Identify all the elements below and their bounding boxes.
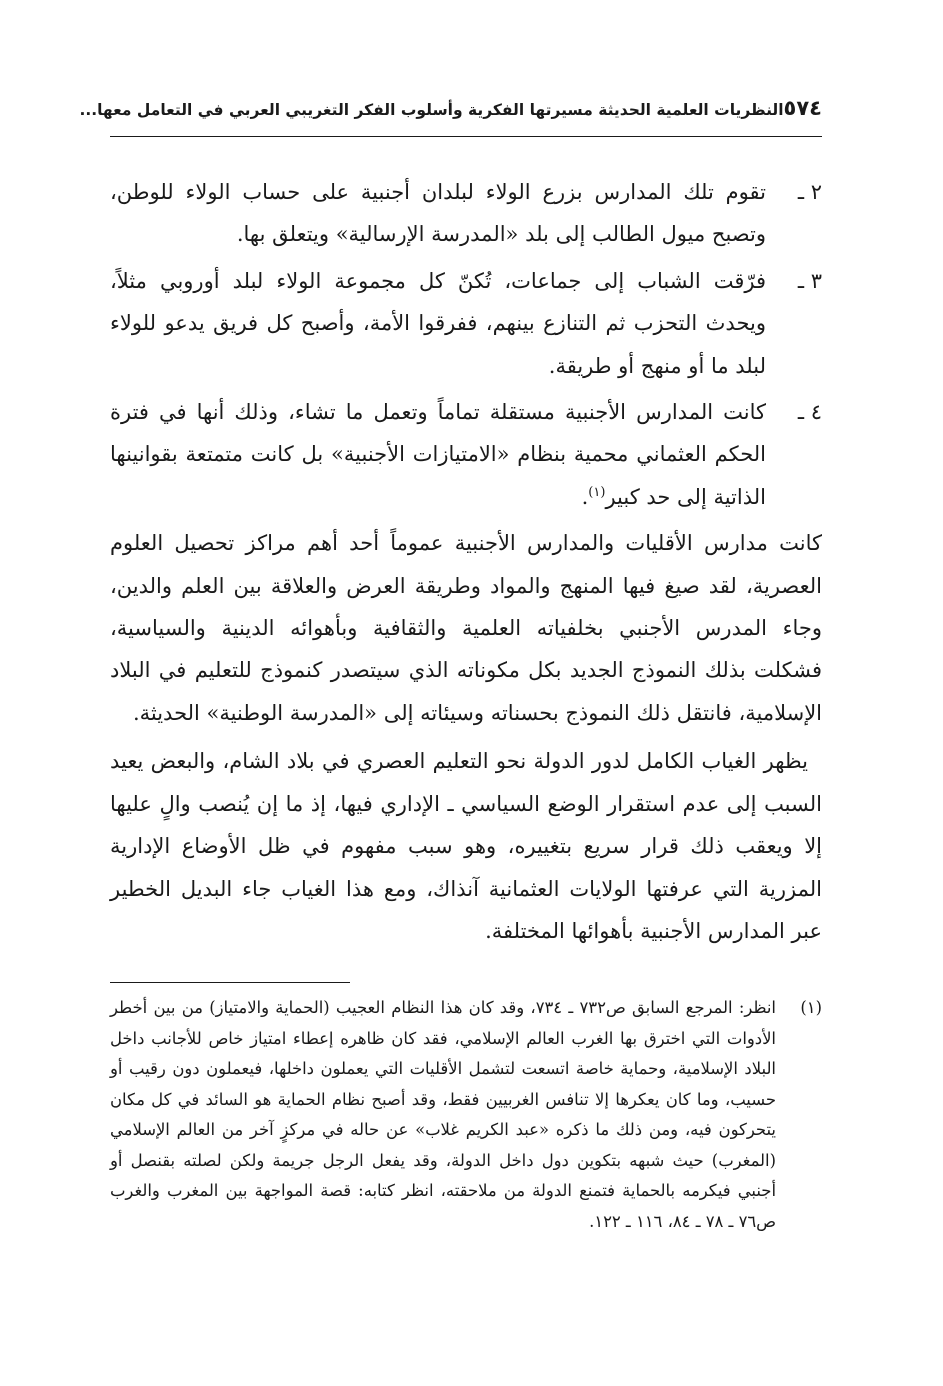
list-item-text-container — [110, 391, 766, 518]
list-item-text: كانت المدارس الأجنبية مستقلة تماماً وتعمل ما تشاء، وذلك أنها في فترة الحكم العثماني محمية بنظام «الامتيازات الأجنبية» بل كانت متمتعة بقوانينها الذاتية إلى حد كبير — [110, 400, 766, 509]
list-item-4 — [110, 391, 822, 518]
footnote — [110, 993, 822, 1237]
list-item-ending: . — [581, 484, 589, 509]
list-item-3 — [110, 260, 822, 387]
footnote-text: انظر: المرجع السابق ص٧٣٢ ـ ٧٣٤، وقد كان هذا النظام العجيب (الحماية والامتياز) من بين أخطر الأدوات التي اخترق بها الغرب العالم الإسلامي، فقد كان ظاهره إعطاء امتياز خاص للأجانب داخل البلاد الإسلامية، وحماية خاصة اتسعت لتشمل الأقليات التي يعملون داخلها، فيعملون دون رقيب أو حسيب، وما كان يعكرها إلا تنافس الغربيين فقط، وقد أصبح نظام الحماية هو السائد في كل مكان يتحركون فيه، ومن ذلك ما ذكره «عبد الكريم غلاب» عن حاله في مركزٍ آخر من العالم الإسلامي (المغرب) حيث شبهه بتكوين دول داخل الدولة، وقد يفعل الرجل جريمة ولكن لصلته بقنصل أو أجنبي فيكرمه بالحماية فتمنع الدولة من ملاحقته، انظر كتابه: قصة المواجهة بين المغرب والغرب ص٧٦ ـ ٧٨ ـ ٨٤، ١١٦ ـ ١٢٢. — [110, 998, 776, 1231]
footnote-divider — [110, 982, 350, 983]
page-number: ٥٧٤ — [783, 96, 822, 120]
footnotes — [110, 993, 822, 1237]
paragraph: كانت مدارس الأقليات والمدارس الأجنبية عموماً أحد أهم مراكز تحصيل العلوم العصرية، لقد صيغ فيها المنهج والمواد وطريقة العرض والعلاقة بين العلم والدين، وجاء المدرس الأجنبي بخلفياته العلمية والثقافية وبأهوائه الدينية والسياسية، فشكلت بذلك النموذج الجديد بكل مكوناته الذي سيتصدر كنموذج للتعليم في البلاد الإسلامية، فانتقل ذلك النموذج بحسناته وسيئاته إلى «المدرسة الوطنية» الحديثة. — [110, 531, 822, 725]
book-page — [79, 96, 822, 1237]
running-title: النظريات العلمية الحديثة مسيرتها الفكرية وأسلوب الفكر التغريبي العربي في التعامل معها... — [79, 101, 784, 119]
footnote-number: (١) — [800, 998, 822, 1018]
paragraph: يظهر الغياب الكامل لدور الدولة نحو التعليم العصري في بلاد الشام، والبعض يعيد السبب إلى عدم استقرار الوضع السياسي ـ الإداري فيها، إذ ما إن يُنصب والٍ عليها إلا ويعقب ذلك قرار سريع بتغييره، وهو سبب مفهوم في ظل الأوضاع الإدارية المزرية التي عرفتها الولايات العثمانية آنذاك، ومع هذا الغياب جاء البديل الخطير عبر المدارس الأجنبية بأهوائها المختلفة. — [110, 749, 822, 943]
body-text — [110, 171, 822, 952]
list-item-text: فرّقت الشباب إلى جماعات، تُكنّ كل مجموعة الولاء لبلد أوروبي مثلاً، ويحدث التحزب ثم التنازع بينهم، ففرقوا الأمة، وأصبح كل فريق يدعو للولاء لبلد ما أو منهج أو طريقة. — [110, 268, 766, 378]
list-item-number: ٣ ـ — [797, 268, 822, 293]
footnote-reference[interactable]: (١) — [588, 484, 606, 500]
list-item-2 — [110, 171, 822, 256]
page-header — [79, 96, 822, 137]
list-item-number: ٢ ـ — [797, 180, 822, 204]
list-item-text: تقوم تلك المدارس بزرع الولاء لبلدان أجنبية على حساب الولاء للوطن، وتصبح ميول الطالب إلى بلد «المدرسة الإرسالية» ويتعلق بها. — [110, 180, 766, 247]
list-item-number: ٤ ـ — [797, 400, 822, 425]
